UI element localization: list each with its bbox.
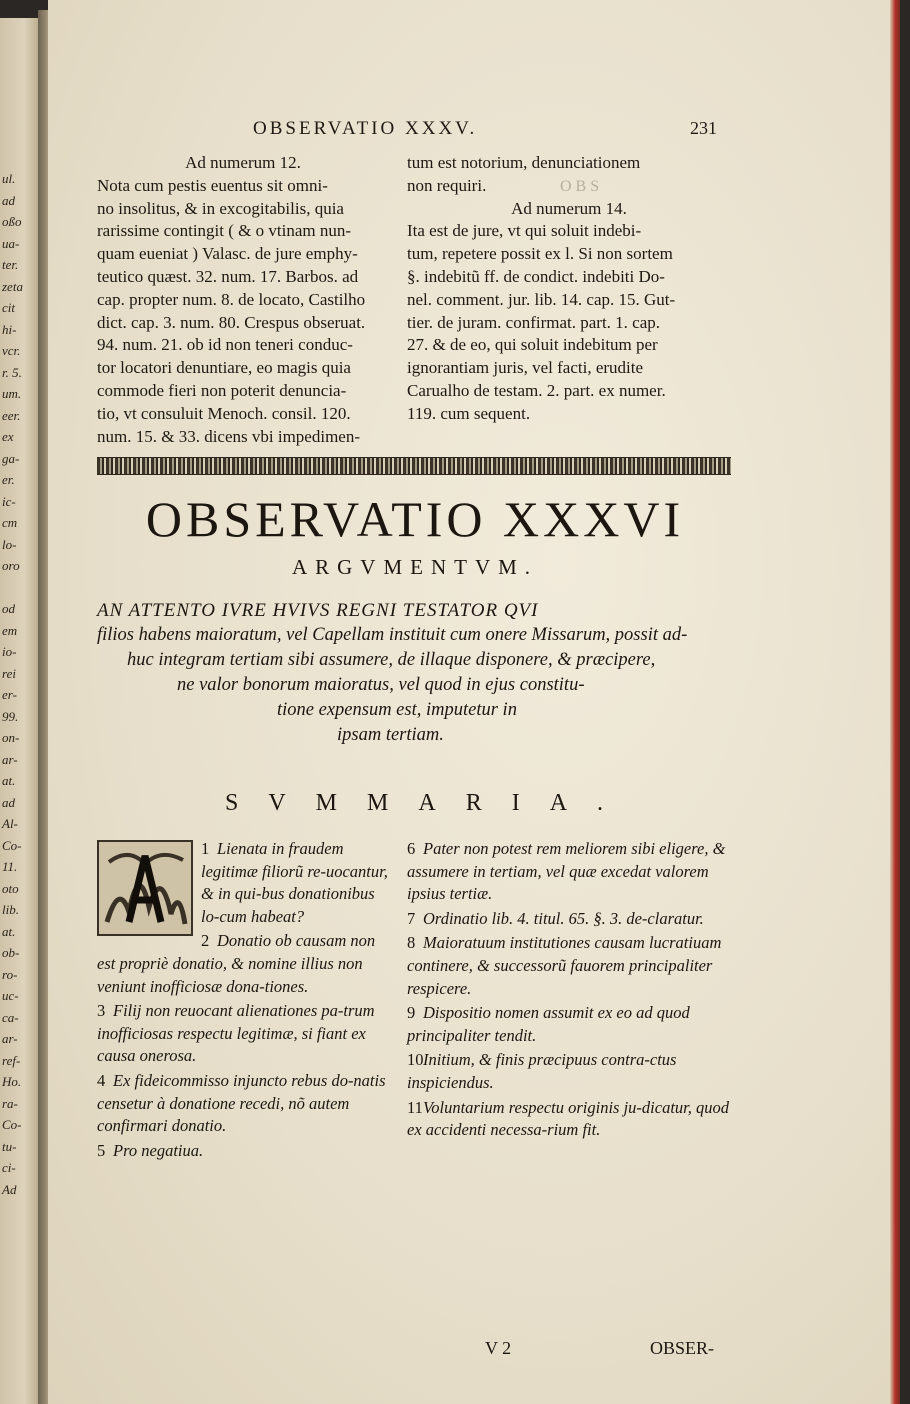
margin-fragment: on- [2,730,20,745]
show-through: O B S [560,178,600,195]
argumentum-line: AN ATTENTO IVRE HVIVS REGNI TESTATOR QVI [97,600,539,621]
margin-fragment: tu- [2,1138,17,1154]
summary-number: 9 [407,1003,416,1023]
margin-fragment: od [2,601,15,616]
margin-fragment [2,577,38,599]
summary-item [407,1049,735,1094]
margin-fragment: ca- [2,1009,19,1025]
section-heading: Ad numerum 14. [511,198,627,218]
summary-item [407,932,735,1000]
margin-fragment: lo- [2,536,17,552]
margin-fragment: ra- [2,1095,18,1111]
text-line: §. indebitũ ff. de condict. indebiti Do- [407,266,665,286]
argumentum-title: ARGVMENTVM. [291,555,539,579]
margin-fragment: uc- [2,988,19,1003]
page-number: 231 [690,118,717,138]
argumentum-line: ipsam tertiam. [337,725,444,745]
margin-fragment: er. [2,472,15,487]
margin-fragment: eer. [2,407,21,423]
summary-item [97,1140,397,1163]
margin-fragment: ua- [2,235,20,251]
margin-fragment: 99. [2,708,19,724]
summary-text: Ordinatio lib. 4. titul. 65. §. 3. de-claratur. [423,908,704,928]
text-line: tio, vt consuluit Menoch. consil. 120. [97,403,351,423]
text-line: tier. de juram. confirmat. part. 1. cap. [407,312,661,332]
summary-text: Initium, & finis præcipuus contra-ctus inspiciendus. [407,1050,677,1092]
summary-text: Pro negatiua. [113,1140,204,1160]
margin-fragment: em [2,622,18,638]
summary-number: 10 [407,1050,424,1070]
margin-fragment: 11. [2,859,18,874]
column-left [97,152,389,448]
text-line: ignorantiam juris, vel facti, erudite [407,358,644,378]
margin-fragment: ref- [2,1052,21,1068]
summary-number: 6 [407,839,416,858]
margin-fragment: at. [2,773,16,788]
margin-fragment: vcr. [2,343,21,358]
margin-fragment: ar- [2,1031,18,1046]
text-line: teutico quæst. 32. num. 17. Barbos. ad [97,266,359,286]
margin-fragment: um. [2,386,22,401]
column-right [407,152,731,426]
section-heading: Ad numerum 12. [185,153,301,172]
catchword: OBSER- [650,1338,715,1358]
margin-fragment: ter. [2,257,19,272]
text-line: tor locatori denuntiare, eo magis quia [97,358,351,378]
margin-fragment: rei [2,665,16,681]
text-line: cap. propter num. 8. de locato, Castilho [97,289,366,309]
margin-fragment: ex [2,429,14,444]
margin-fragment: ad [2,192,15,208]
summary-item [97,1070,397,1138]
running-head: OBSERVATIO XXXV. [253,118,478,139]
summary-item [407,1002,735,1047]
argumentum-line: filios habens maioratum, vel Capellam instituit cum onere Missarum, possit ad- [97,625,688,645]
text-line: 27. & de eo, qui soluit indebitum per [407,335,658,355]
summary-item [407,1097,735,1142]
margin-fragment: Co- [2,837,22,853]
observatio-title: OBSERVATIO XXXVI [145,491,685,547]
text-line: Nota cum pestis euentus sit omni- [97,175,328,195]
ornamental-rule [97,457,731,475]
facing-page-margin-text [2,168,38,1200]
text-line: 119. cum sequent. [407,403,531,423]
margin-fragment: cm [2,515,18,530]
margin-fragment: ar- [2,751,18,767]
summary-text: Donatio ob causam non est propriè donatio, & nomine illius non veniunt inofficiosæ dona-tiones. [97,931,376,996]
margin-fragment: lib. [2,902,19,917]
summary-number: 2 [201,931,210,951]
margin-fragment: io- [2,644,17,659]
margin-fragment: Co- [2,1117,22,1132]
summary-item [97,838,397,928]
margin-fragment: ob- [2,945,20,960]
argumentum-line: tione expensum est, imputetur in [277,700,517,720]
margin-fragment: Ho. [2,1074,22,1089]
margin-fragment: er- [2,687,17,702]
text-line: num. 15. & 33. dicens vbi impedimen- [97,426,360,446]
margin-fragment: ad [2,794,15,810]
margin-fragment: Al- [2,816,18,831]
summaria-right [407,838,735,1144]
text-line: tum est notorium, denunciationem [407,153,641,172]
signature-mark: V 2 [485,1338,512,1358]
summary-text: Ex fideicommisso injuncto rebus do-natis censetur à donatione recedi, nõ autem confirmari donatio. [97,1070,386,1136]
summary-item [97,1000,397,1068]
text-line: Ita est de jure, vt qui soluit indebi- [407,221,642,241]
text-line: dict. cap. 3. num. 80. Crespus obseruat. [97,312,366,332]
summary-text: Dispositio nomen assumit ex eo ad quod principaliter tendit. [407,1003,690,1045]
summary-number: 11 [407,1097,423,1117]
text-line: commode fieri non poterit denuncia- [97,380,347,400]
summary-number: 8 [407,933,416,953]
summary-item [97,930,397,998]
summary-number: 7 [407,908,416,928]
margin-fragment: ga- [2,450,20,466]
summary-text: Maioratuum institutiones causam lucratiuam continere, & successorũ fauorem principaliter respicere. [407,933,722,998]
argumentum-line: ne valor bonorum maioratus, vel quod in ejus constitu- [177,675,585,695]
summary-item [407,838,735,906]
summary-text: Pater non potest rem meliorem sibi eligere, & assumere in tertiam, vel quæ excedat valorem ipsius tertiæ. [407,839,726,904]
margin-fragment: ic- [2,493,16,509]
summary-number: 1 [201,839,210,858]
text-line: rarissime contingit ( & o vtinam nun- [97,221,352,241]
margin-fragment: oro [2,558,20,573]
margin-fragment: oßo [2,214,22,229]
text-line: no insolitus, & in excogitabilis, quia [97,198,344,218]
margin-fragment: ro- [2,966,18,982]
margin-fragment: hi- [2,321,17,337]
summary-item [407,908,735,931]
summary-number: 5 [97,1140,106,1160]
text-line: non requiri. [407,175,487,195]
text-line: nel. comment. jur. lib. 14. cap. 15. Gut- [407,289,676,309]
margin-fragment: oto [2,880,19,896]
summary-number: 3 [97,1001,106,1021]
summary-number: 4 [97,1070,106,1090]
facing-page-edge [0,18,40,1404]
red-page-edge [890,0,900,1404]
summary-text: Filij non reuocant alienationes pa-trum inofficiosas respectu legitimæ, si fiant ex causa onerosa. [97,1001,375,1066]
text-line: Carualho de testam. 2. part. ex numer. [407,380,666,400]
decorated-initial-a-icon [97,840,193,936]
margin-fragment: r. 5. [2,364,22,380]
margin-fragment: ul. [2,171,16,186]
text-line: 94. num. 21. ob id non teneri conduc- [97,335,353,355]
margin-fragment: zeta [2,278,23,294]
summaria-left [97,838,397,1164]
argumentum-text [97,598,737,748]
margin-fragment: ci- [2,1160,16,1175]
summaria-title: SVMMARIA. [225,790,634,816]
text-line: quam eueniat ) Valasc. de jure emphy- [97,244,358,264]
margin-fragment: Ad [2,1181,17,1197]
text-line: tum, repetere possit ex l. Si non sortem [407,244,673,264]
argumentum-line: huc integram tertiam sibi assumere, de illaque disponere, & præcipere, [127,650,656,670]
margin-fragment: at. [2,923,16,939]
summary-text: Voluntarium respectu originis ju-dicatur, quod ex accidenti necessa-rium fit. [407,1097,730,1140]
summary-text: Lienata in fraudem legitimæ filiorũ re-uocantur, & in qui-bus donationibus lo-cum habeat? [201,839,388,926]
margin-fragment: cit [2,300,15,315]
